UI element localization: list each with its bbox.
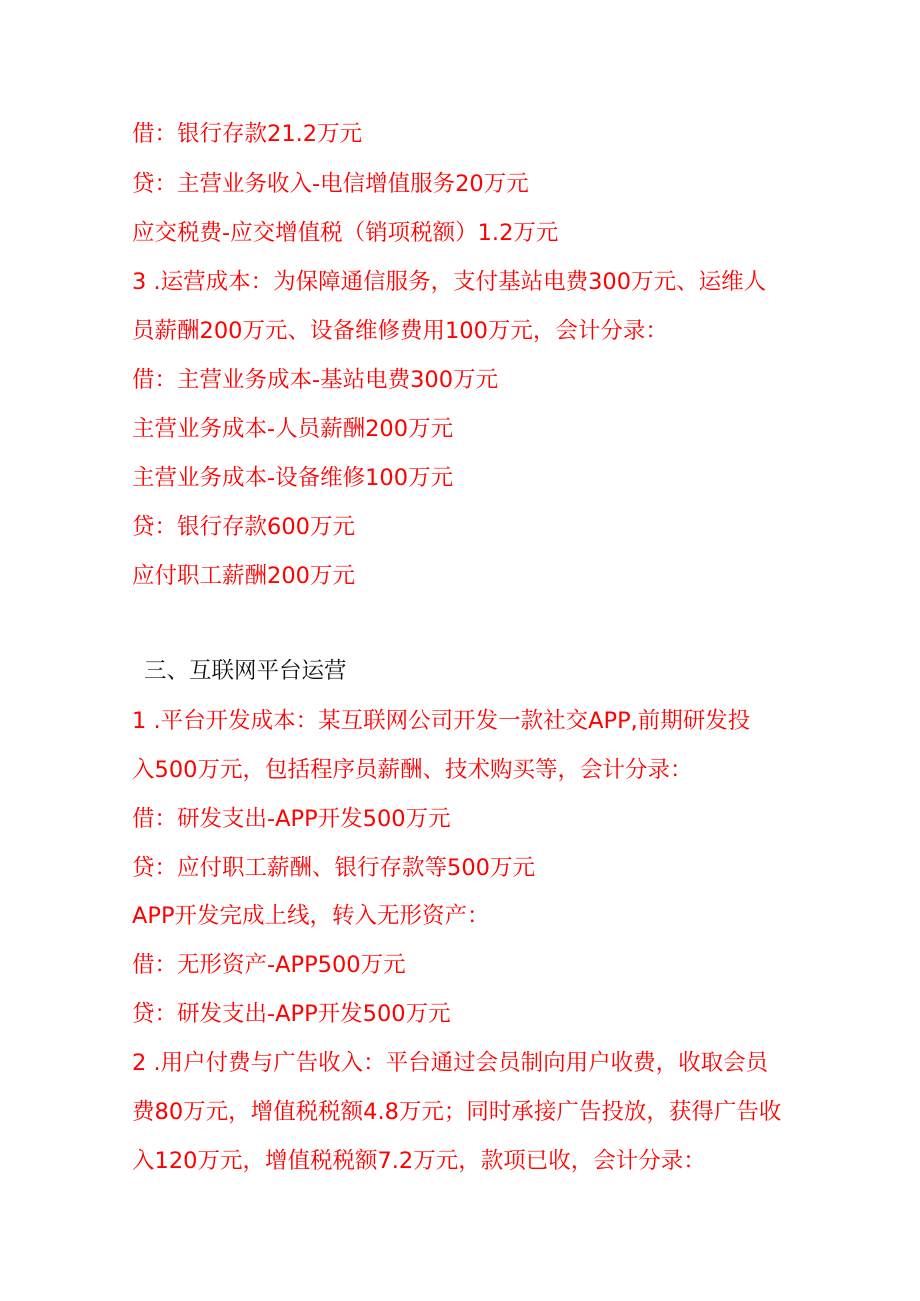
section-2-user-ad-revenue-cont-2: 入120万元，增值税税额7.2万元，款项已收，会计分录： (132, 1148, 706, 1174)
section-2-user-ad-revenue-cont-1: 费80万元，增值税税额4.8万元；同时承接广告投放，获得广告收 (132, 1099, 782, 1125)
section-1-platform-dev-cost: 1 .平台开发成本：某互联网公司开发一款社交APP,前期研发投 (132, 708, 751, 734)
app-launch-note: APP开发完成上线，转入无形资产： (132, 903, 490, 929)
section-3-operating-cost-cont: 员薪酬200万元、设备维修费用100万元，会计分录： (132, 318, 668, 344)
entry-debit-bank-deposit: 借：银行存款21.2万元 (132, 121, 363, 147)
section-2-user-ad-revenue: 2 .用户付费与广告收入：平台通过会员制向用户收费，收取会员 (132, 1050, 769, 1076)
section-1-platform-dev-cost-cont: 入500万元，包括程序员薪酬、技术购买等，会计分录： (132, 757, 693, 783)
entry-credit-tax-payable: 应交税费-应交增值税（销项税额）1.2万元 (132, 220, 559, 246)
entry-debit-rd-expense: 借：研发支出-APP开发500万元 (132, 806, 451, 832)
section-3-operating-cost: 3 .运营成本：为保障通信服务，支付基站电费300万元、运维人 (132, 269, 767, 295)
entry-credit-salary-payable: 应付职工薪酬200万元 (132, 563, 355, 589)
section-heading-internet-platform: 三、互联网平台运营 (144, 658, 347, 684)
entry-debit-equipment-repair: 主营业务成本-设备维修100万元 (132, 465, 454, 491)
entry-debit-staff-salary: 主营业务成本-人员薪酬200万元 (132, 416, 454, 442)
entry-debit-station-electricity: 借：主营业务成本-基站电费300万元 (132, 367, 499, 393)
entry-credit-bank-deposit: 贷：银行存款600万元 (132, 514, 355, 540)
entry-credit-salary-bank: 贷：应付职工薪酬、银行存款等500万元 (132, 855, 535, 881)
entry-credit-main-revenue: 贷：主营业务收入-电信增值服务20万元 (132, 171, 529, 197)
entry-credit-rd-expense: 贷：研发支出-APP开发500万元 (132, 1001, 451, 1027)
entry-debit-intangible-asset: 借：无形资产-APP500万元 (132, 952, 406, 978)
